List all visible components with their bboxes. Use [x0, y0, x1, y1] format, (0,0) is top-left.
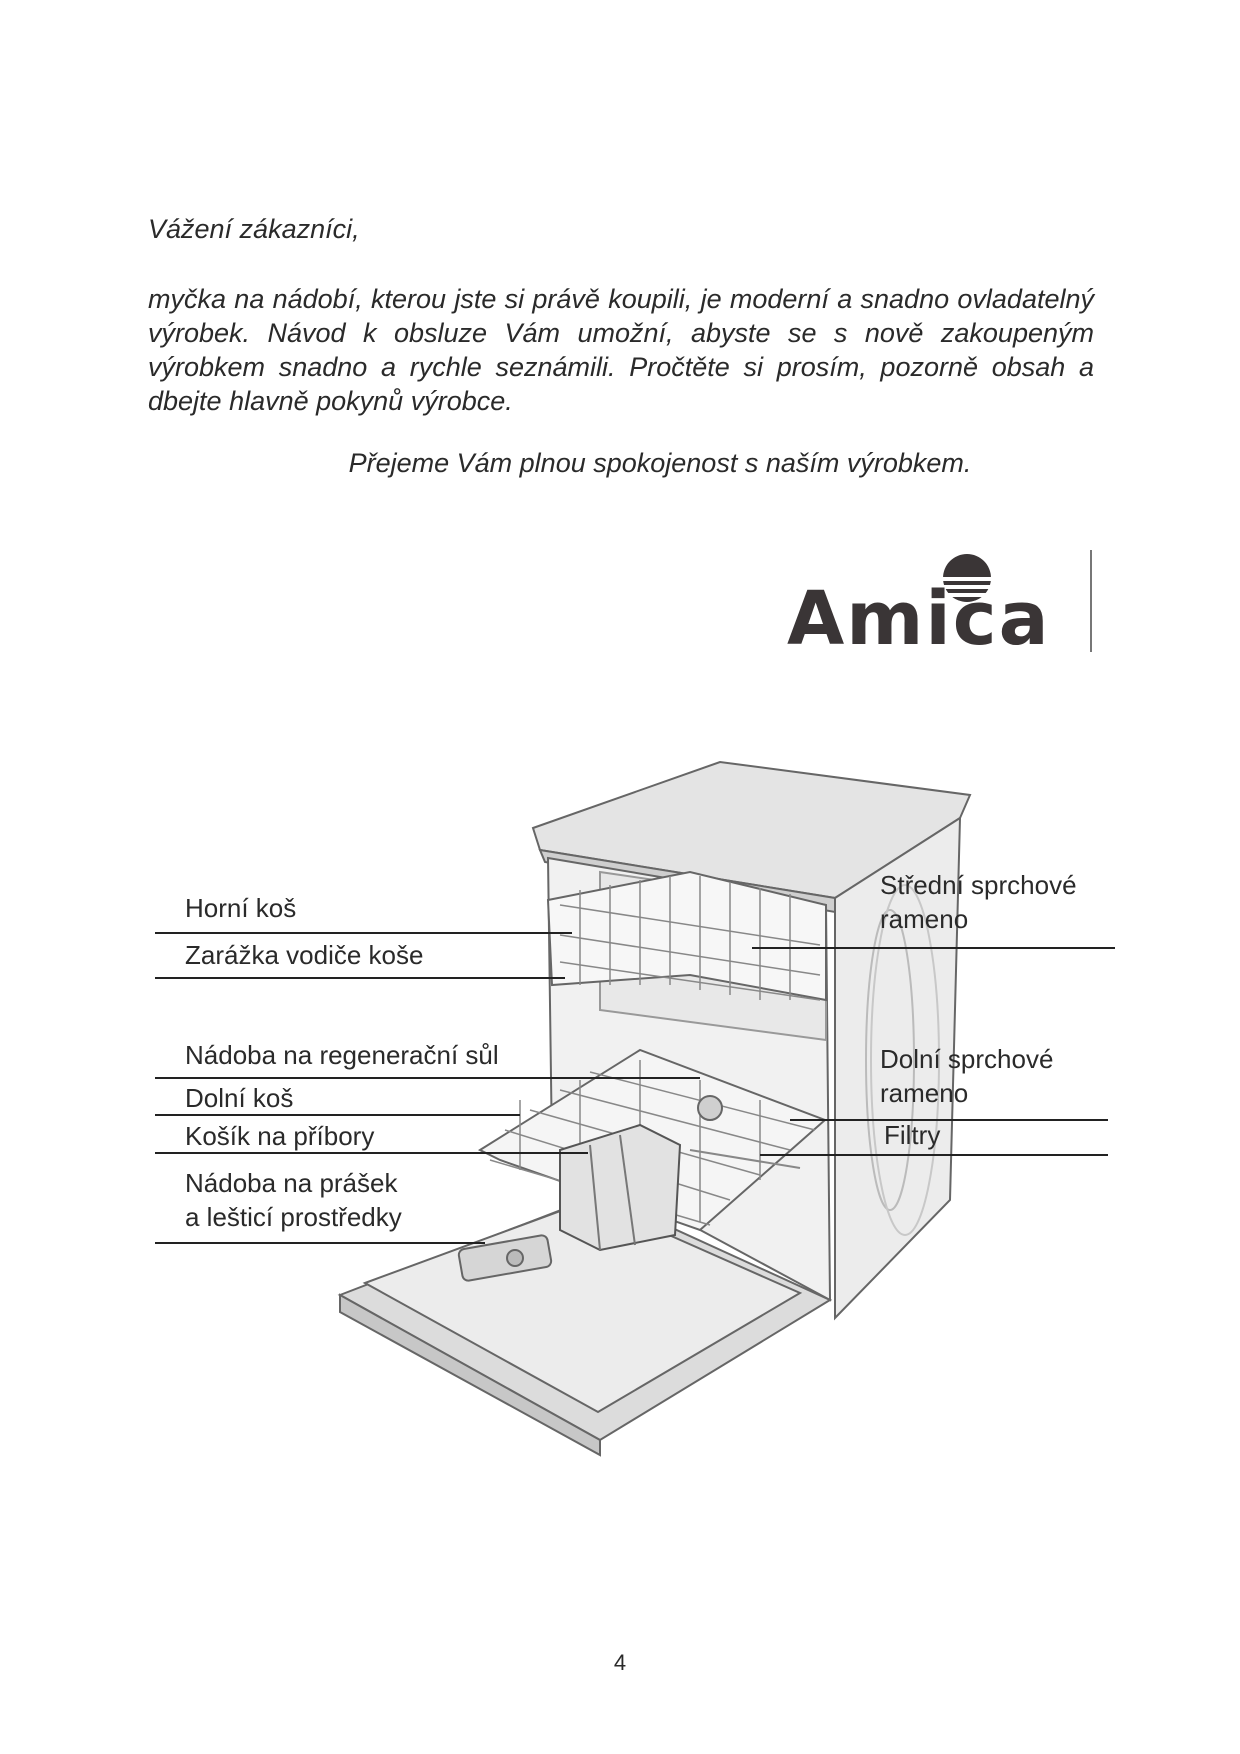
label-filters: Filtry: [884, 1120, 941, 1150]
greeting: Vážení zákazníci,: [148, 214, 360, 244]
wish-line: Přejeme Vám plnou spokojenost s naším výrobkem.: [348, 448, 972, 478]
logo-wordmark: Amica: [787, 576, 1051, 654]
intro-paragraph: myčka na nádobí, kterou jste si právě koupili, je moderní a snadno ovladatelný výrobek. Návod k obsluze Vám umožní, abyste se s nově zakoupeným výrobkem snadno a rychle seznámili. Pročtěte si prosím, pozorně obsah a dbejte hlavně pokynů výrobce.: [148, 284, 1094, 416]
label-middle-spray-arm: Střední sprchové rameno: [880, 870, 1077, 934]
label-salt-container: Nádoba na regenerační sůl: [185, 1040, 499, 1070]
label-basket-stop: Zarážka vodiče koše: [185, 940, 424, 970]
dishwasher-illustration: [340, 762, 970, 1455]
page-number: 4: [613, 1650, 627, 1675]
label-detergent-dispenser: Nádoba na prášek a lešticí prostředky: [185, 1168, 402, 1232]
label-lower-spray-arm: Dolní sprchové rameno: [880, 1044, 1054, 1108]
label-cutlery-basket: Košík na příbory: [185, 1121, 375, 1151]
label-upper-basket: Horní koš: [185, 893, 297, 923]
label-lower-basket: Dolní koš: [185, 1083, 294, 1113]
